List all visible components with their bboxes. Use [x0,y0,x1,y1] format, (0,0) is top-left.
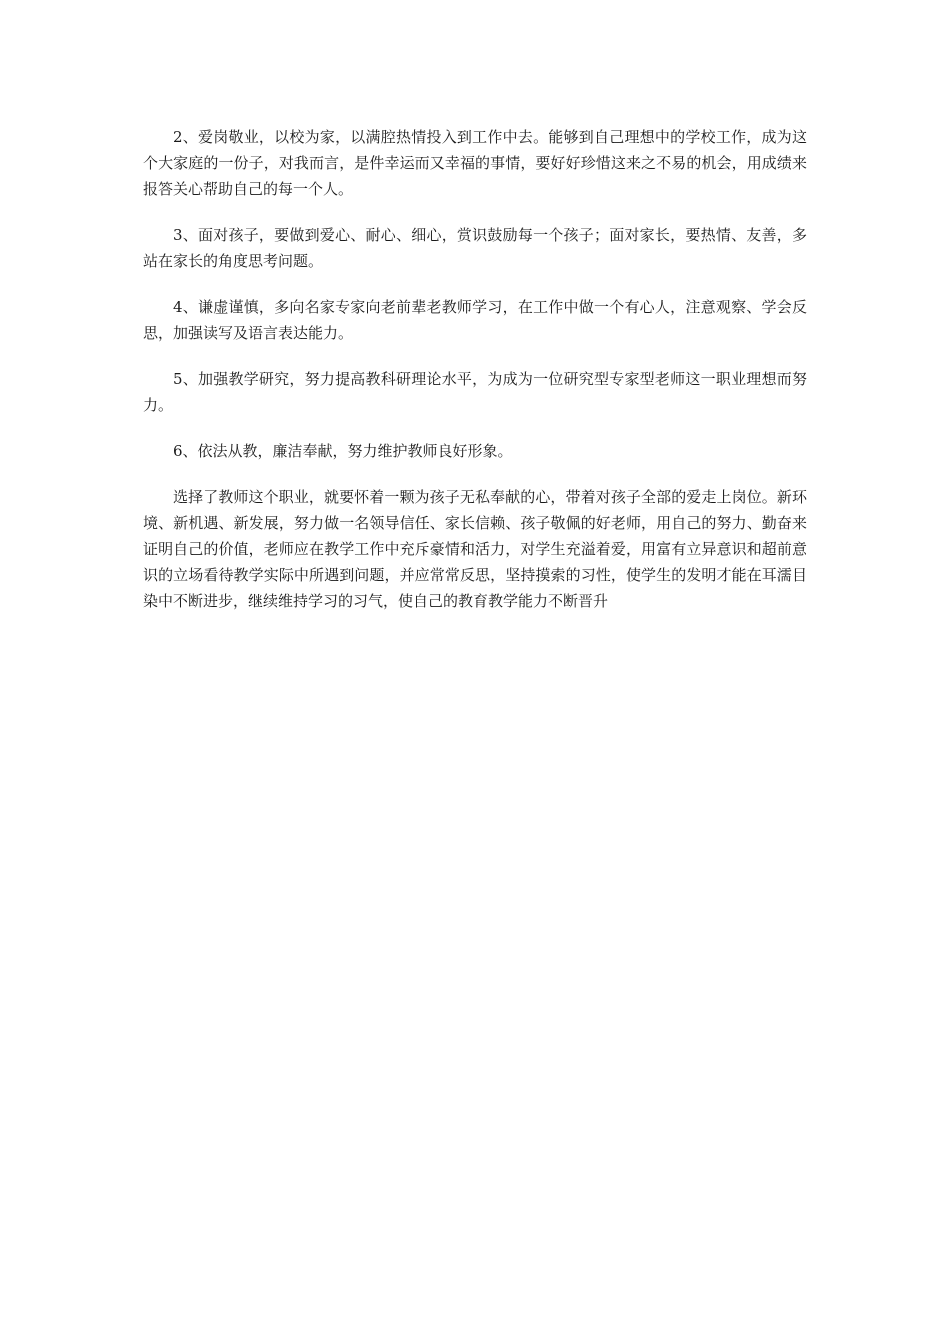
paragraph-item-6: 6、依法从教，廉洁奉献，努力维护教师良好形象。 [173,442,513,460]
paragraph-item-4: 4、谦虚谨慎，多向名家专家向老前辈老教师学习，在工作中做一个有心人，注意观察、学会反思，加强读写及语言表达能力。 [143,298,807,342]
paragraph-item-5: 5、加强教学研究，努力提高教科研理论水平，为成为一位研究型专家型老师这一职业理想而努力。 [143,370,807,414]
paragraph-item-2: 2、爱岗敬业，以校为家，以满腔热情投入到工作中去。能够到自己理想中的学校工作，成为这个大家庭的一份子，对我而言，是件幸运而又幸福的事情，要好好珍惜这来之不易的机会，用成绩来报答关心帮助自己的每一个人。 [143,128,807,198]
paragraph-item-3: 3、面对孩子，要做到爱心、耐心、细心，赏识鼓励每一个孩子；面对家长，要热情、友善，多站在家长的角度思考问题。 [143,226,807,270]
closing-paragraph: 选择了教师这个职业，就要怀着一颗为孩子无私奉献的心，带着对孩子全部的爱走上岗位。新环境、新机遇、新发展，努力做一名领导信任、家长信赖、孩子敬佩的好老师，用自己的努力、勤奋来证明自己的价值，老师应在教学工作中充斥豪情和活力，对学生充溢着爱，用富有立异意识和超前意识的立场看待教学实际中所遇到问题，并应常常反思，坚持摸索的习性，使学生的发明才能在耳濡目染中不断进步，继续维持学习的习气，使自己的教育教学能力不断晋升 [143,488,807,610]
document-body [143,124,807,634]
